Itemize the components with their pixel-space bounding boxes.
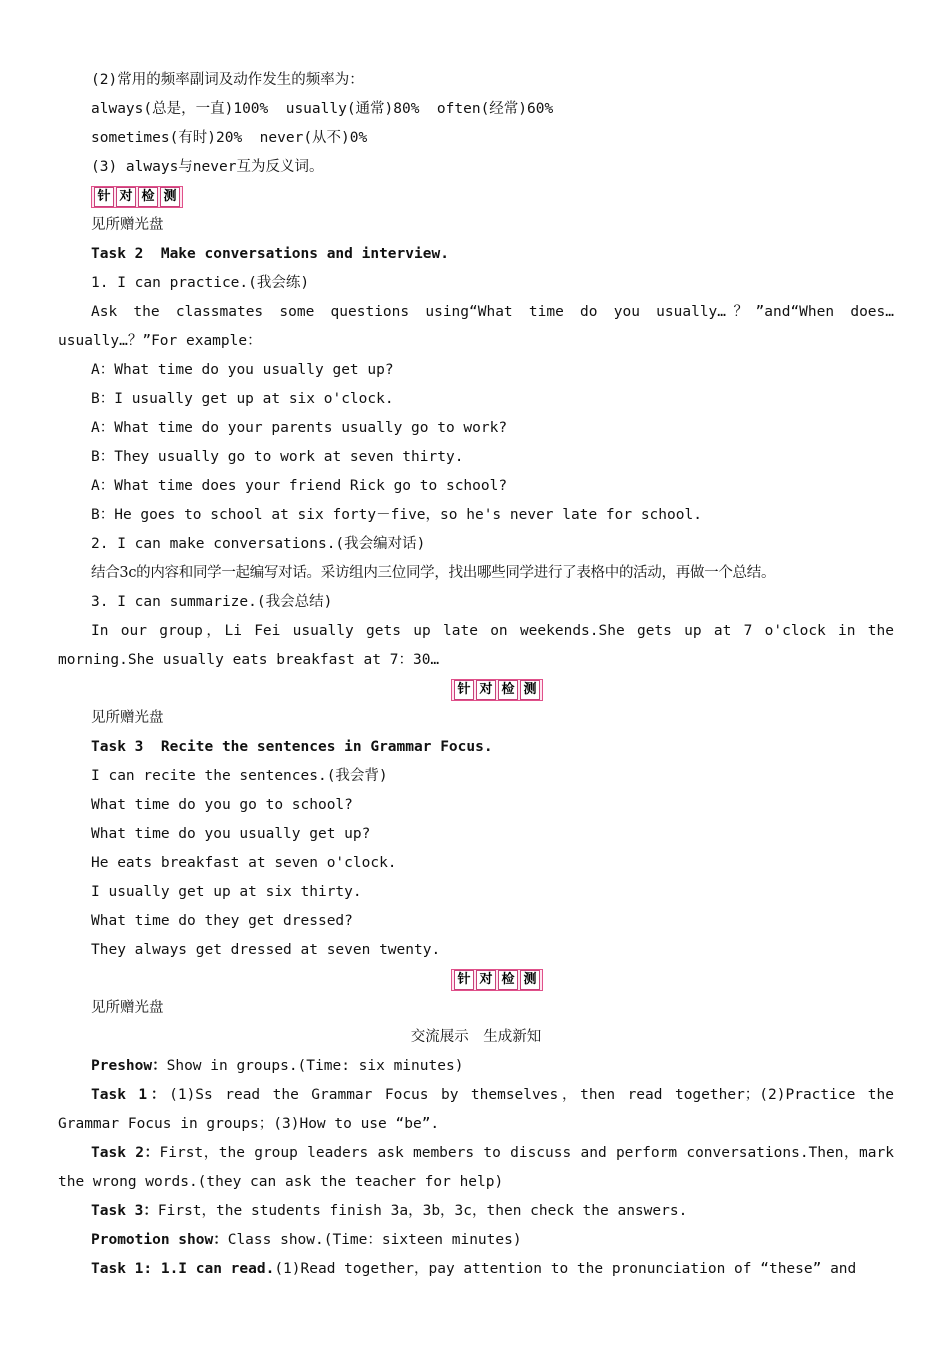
sentence-line: They always get dressed at seven twenty. [91,942,441,958]
paragraph: In our group，Li Fei usually gets up late on weekends.She gets up at 7 o'clock in the morning.She usually eats breakfast at 7：30… [58,623,903,668]
text-line: sometimes(有时)20% never(从不)0% [91,130,368,146]
text-line: (3) always与never互为反义词。 [91,159,324,175]
task-text: (1)Read together，pay attention to the pronunciation of “these” and [274,1261,857,1277]
sentence-line: What time do you usually get up? [91,826,371,842]
task-heading: Task 3 Recite the sentences in Grammar Focus. [91,739,493,755]
targeted-check-badge: 针 对 检 测 [451,679,543,701]
targeted-check-badge: 针 对 检 测 [451,969,543,991]
see-disc-note: 见所赠光盘 [91,217,164,233]
promotion-label: Promotion show： [91,1232,228,1248]
check-badge-row [58,965,894,994]
task-label: Task 3： [91,1203,158,1219]
check-badge-row [58,182,894,211]
section-title: 交流展示 生成新知 [410,1029,542,1045]
subtask-line: 2. I can make conversations.(我会编对话) [91,536,426,552]
dialog-line: B：I usually get up at six o'clock. [91,391,394,407]
preshow-task-2 [58,1139,903,1197]
subtask-line: 1. I can practice.(我会练) [91,275,310,291]
document-page [58,66,903,1284]
preshow-task-3 [58,1197,894,1226]
task-text: First，the group leaders ask members to discuss and perform conversations.Then，mark the wrong words.(they can ask the teacher for help) [58,1145,903,1190]
text-line: (2)常用的频率副词及动作发生的频率为： [91,72,364,88]
subtask-line: 3. I can summarize.(我会总结) [91,594,333,610]
sentence-line: What time do you go to school? [91,797,353,813]
dialog-line: B：They usually go to work at seven thirty. [91,449,464,465]
dialog-line: A：What time do you usually get up? [91,362,394,378]
task-text: First，the students finish 3a，3b，3c，then check the answers. [157,1203,688,1219]
promotion-line [58,1226,894,1255]
task-label: Task 2： [91,1145,160,1161]
dialog-line: A：What time does your friend Rick go to school? [91,478,508,494]
see-disc-note: 见所赠光盘 [91,1000,164,1016]
task-label: Task 1: 1.I can read. [91,1261,275,1277]
see-disc-note: 见所赠光盘 [91,710,164,726]
sentence-line: He eats breakfast at seven o'clock. [91,855,397,871]
subtask-line: I can recite the sentences.(我会背) [91,768,388,784]
sentence-line: What time do they get dressed? [91,913,353,929]
task-label: Task 1： [91,1087,170,1103]
preshow-line [58,1052,894,1081]
promotion-text: Class show.(Time：sixteen minutes) [227,1232,522,1248]
targeted-check-badge: 针 对 检 测 [91,186,183,208]
text-line: 结合3c的内容和同学一起编写对话。采访组内三位同学，找出哪些同学进行了表格中的活动，再做一个总结。 [91,565,776,581]
preshow-text: Show in groups.(Time: six minutes) [166,1058,464,1074]
task-text: (1)Ss read the Grammar Focus by themselves，then read together；(2)Practice the Grammar Focus in groups；(3)How to use “be”. [58,1087,903,1132]
text-line: always(总是，一直)100% usually(通常)80% often(经常)60% [91,101,554,117]
preshow-task-1 [58,1081,903,1139]
paragraph: Ask the classmates some questions using“What time do you usually…？”and“When does…usually…？”For example： [58,304,894,349]
check-badge-row [58,675,894,704]
sentence-line: I usually get up at six thirty. [91,884,362,900]
task-heading: Task 2 Make conversations and interview. [91,246,449,262]
dialog-line: A：What time do your parents usually go to work? [91,420,508,436]
dialog-line: B：He goes to school at six forty－five，so he's never late for school. [91,507,702,523]
promotion-task-1 [58,1255,894,1284]
preshow-label: Preshow： [91,1058,167,1074]
